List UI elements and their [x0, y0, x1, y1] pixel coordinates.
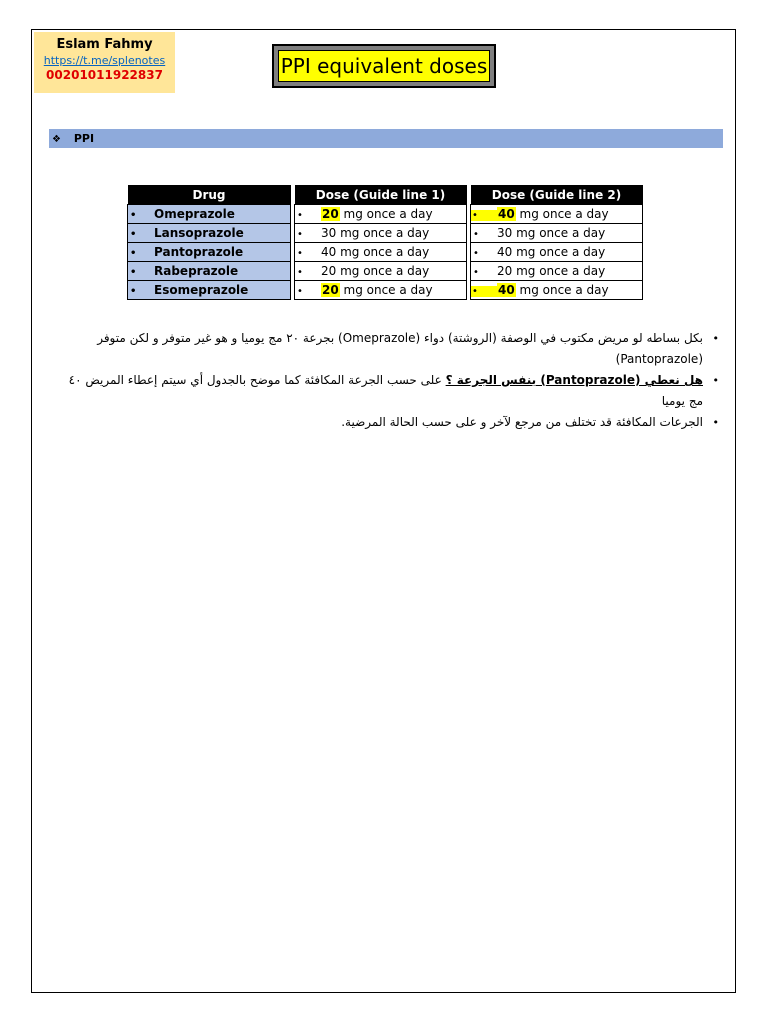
- note-text: الجرعات المكافئة قد تختلف من مرجع لآخر و على حسب الحالة المرضية.: [341, 415, 703, 429]
- guideline-1-dose: [295, 281, 467, 300]
- dose-number: 30: [497, 226, 513, 240]
- header-drug: Drug: [128, 185, 291, 205]
- drug-cell: [128, 205, 291, 224]
- drug-cell: [128, 224, 291, 243]
- dose-unit: mg once a day: [339, 283, 433, 297]
- section-heading: [49, 129, 723, 148]
- dose-unit: mg once a day: [512, 226, 606, 240]
- table-row: [128, 281, 643, 300]
- bullet-icon: •: [130, 229, 137, 240]
- bullet-icon: •: [297, 286, 303, 297]
- bullet-icon: •: [130, 248, 137, 259]
- table-row: [128, 224, 643, 243]
- table-row: [128, 243, 643, 262]
- guideline-1-dose: [295, 224, 467, 243]
- title-frame: [272, 44, 496, 88]
- bullet-icon: •: [297, 267, 303, 278]
- dose-number: 20: [497, 264, 513, 278]
- guideline-1-dose: [295, 205, 467, 224]
- guideline-2-dose: [471, 243, 643, 262]
- author-phone: 00201011922837: [46, 68, 163, 82]
- dose-number: 40: [321, 245, 337, 259]
- drug-cell: [128, 281, 291, 300]
- dose-unit: mg once a day: [339, 207, 433, 221]
- guideline-2-dose: [471, 224, 643, 243]
- diamond-bullet-icon: ❖: [52, 134, 61, 145]
- drug-cell: [128, 243, 291, 262]
- bullet-icon: •: [297, 248, 303, 259]
- dose-number: 30: [321, 226, 337, 240]
- dose-unit: mg once a day: [336, 245, 430, 259]
- dose-unit: mg once a day: [336, 264, 430, 278]
- dose-unit: mg once a day: [515, 207, 609, 221]
- bullet-icon: •: [471, 286, 497, 297]
- note-item: [60, 328, 715, 370]
- page-title: PPI equivalent doses: [278, 50, 490, 82]
- notes-list: [60, 328, 715, 433]
- bullet-icon: •: [473, 267, 479, 278]
- drug-name: Pantoprazole: [154, 245, 244, 259]
- guideline-2-dose: [471, 281, 643, 300]
- drug-cell: [128, 262, 291, 281]
- dose-unit: mg once a day: [512, 264, 606, 278]
- drug-name: Lansoprazole: [154, 226, 244, 240]
- dose-number: 20: [322, 207, 339, 221]
- bullet-icon: •: [130, 210, 137, 221]
- note-question: هل نعطي (Pantoprazole) بنفس الجرعة ؟: [445, 373, 703, 387]
- dose-number: 40: [497, 245, 513, 259]
- section-label: PPI: [73, 132, 95, 145]
- drug-name: Rabeprazole: [154, 264, 239, 278]
- note-text: بكل بساطه لو مريض مكتوب في الوصفة (الروشتة) دواء (Omeprazole) بجرعة ٢٠ مج يوميا و هو غير متوفر و لكن متوفر (Pantoprazole): [97, 331, 703, 366]
- dose-unit: mg once a day: [336, 226, 430, 240]
- bullet-icon: •: [473, 229, 479, 240]
- dose-unit: mg once a day: [512, 245, 606, 259]
- table-row: [128, 262, 643, 281]
- dose-number: 40: [498, 207, 515, 221]
- bullet-icon: •: [473, 248, 479, 259]
- bullet-icon: •: [297, 210, 303, 221]
- bullet-icon: •: [130, 286, 137, 297]
- guideline-2-dose: [471, 262, 643, 281]
- guideline-2-dose: [471, 205, 643, 224]
- dose-table: [127, 185, 643, 300]
- header-guideline-2: Dose (Guide line 2): [471, 185, 643, 205]
- guideline-1-dose: [295, 262, 467, 281]
- table-row: [128, 205, 643, 224]
- bullet-icon: •: [130, 267, 137, 278]
- dose-unit: mg once a day: [515, 283, 609, 297]
- author-link[interactable]: https://t.me/splenotes: [43, 54, 166, 67]
- dose-number: 20: [321, 264, 337, 278]
- page-border: [31, 29, 736, 993]
- drug-name: Esomeprazole: [154, 283, 249, 297]
- dose-number: 20: [322, 283, 339, 297]
- guideline-1-dose: [295, 243, 467, 262]
- bullet-icon: •: [471, 210, 497, 221]
- bullet-icon: •: [297, 229, 303, 240]
- note-item: [60, 412, 715, 433]
- dose-number: 40: [498, 283, 515, 297]
- header-guideline-1: Dose (Guide line 1): [295, 185, 467, 205]
- table-header-row: [128, 185, 643, 205]
- note-text: على حسب الجرعة المكافئة كما موضح بالجدول أي سيتم إعطاء المريض ٤٠ مج يوميا: [68, 373, 703, 408]
- author-name: Eslam Fahmy: [56, 37, 153, 52]
- note-item: [60, 370, 715, 412]
- drug-name: Omeprazole: [154, 207, 235, 221]
- author-box: [34, 32, 175, 93]
